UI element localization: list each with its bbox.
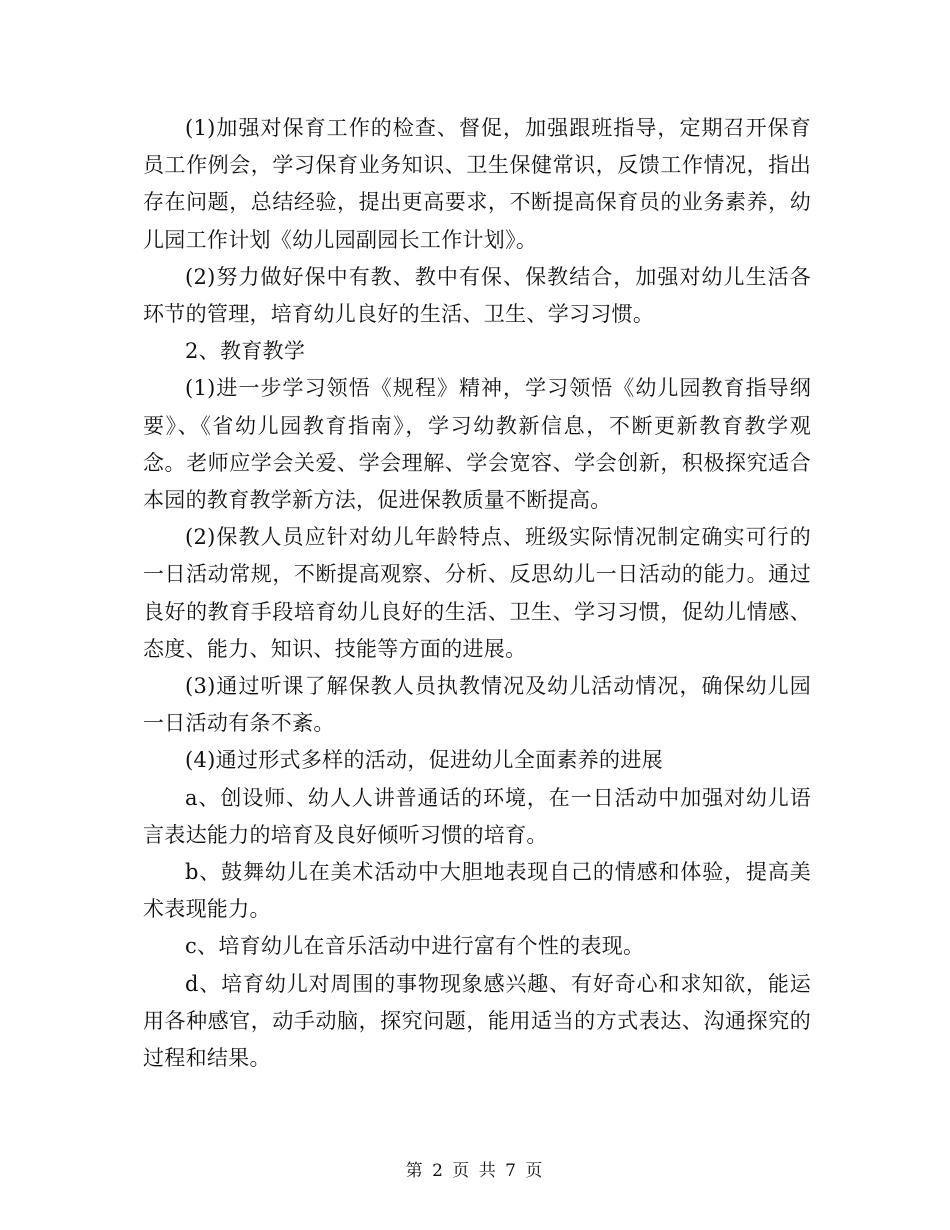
list-item-language: a、创设师、幼人人讲普通话的环境，在一日活动中加强对幼儿语言表达能力的培育及良好倾听习惯的培育。 [143,785,811,847]
list-item-music: c、培育幼儿在音乐活动中进行富有个性的表现。 [185,934,645,959]
document-body [143,110,811,1077]
list-item-art: b、鼓舞幼儿在美术活动中大胆地表现自己的情感和体验，提高美术表现能力。 [143,860,811,922]
paragraph-daily-routine: (2)保教人员应针对幼儿年龄特点、班级实际情况制定确实可行的一日活动常规，不断提高观察、分析、反思幼儿一日活动的能力。通过良好的教育手段培育幼儿良好的生活、卫生、学习习惯，促幼儿情感、态度、能力、知识、技能等方面的进展。 [143,525,811,661]
paragraph-diverse-activities: (4)通过形式多样的活动，促进幼儿全面素养的进展 [185,748,663,773]
list-item-science: d、培育幼儿对周围的事物现象感兴趣、有好奇心和求知欲，能运用各种感官，动手动脑，探究问题，能用适当的方式表达、沟通探究的过程和结果。 [143,971,811,1071]
paragraph-care-education-combined: (2)努力做好保中有教、教中有保、保教结合，加强对幼儿生活各环节的管理，培育幼儿良好的生活、卫生、学习习惯。 [143,264,811,327]
paragraph-study-regulations: (1)进一步学习领悟《规程》精神，学习领悟《幼儿园教育指导纲要》、《省幼儿园教育指南》，学习幼教新信息，不断更新教育教学观念。老师应学会关爱、学会理解、学会宽容、学会创新，积极探究适合本园的教育教学新方法，促进保教质量不断提高。 [143,376,811,513]
page-number-footer: 第 2 页 共 7 页 [405,1161,545,1181]
paragraph-childcare-inspection: (1)加强对保育工作的检查、督促，加强跟班指导，定期召开保育员工作例会，学习保育业务知识、卫生保健常识，反馈工作情况，指出存在问题，总结经验，提出更高要求，不断提高保育员的业务素养，幼儿园工作计划《幼儿园副园长工作计划》。 [143,116,811,252]
paragraph-lesson-observation: (3)通过听课了解保教人员执教情况及幼儿活动情况，确保幼儿园一日活动有条不紊。 [143,674,811,736]
section-heading-teaching: 2、教育教学 [185,339,306,364]
